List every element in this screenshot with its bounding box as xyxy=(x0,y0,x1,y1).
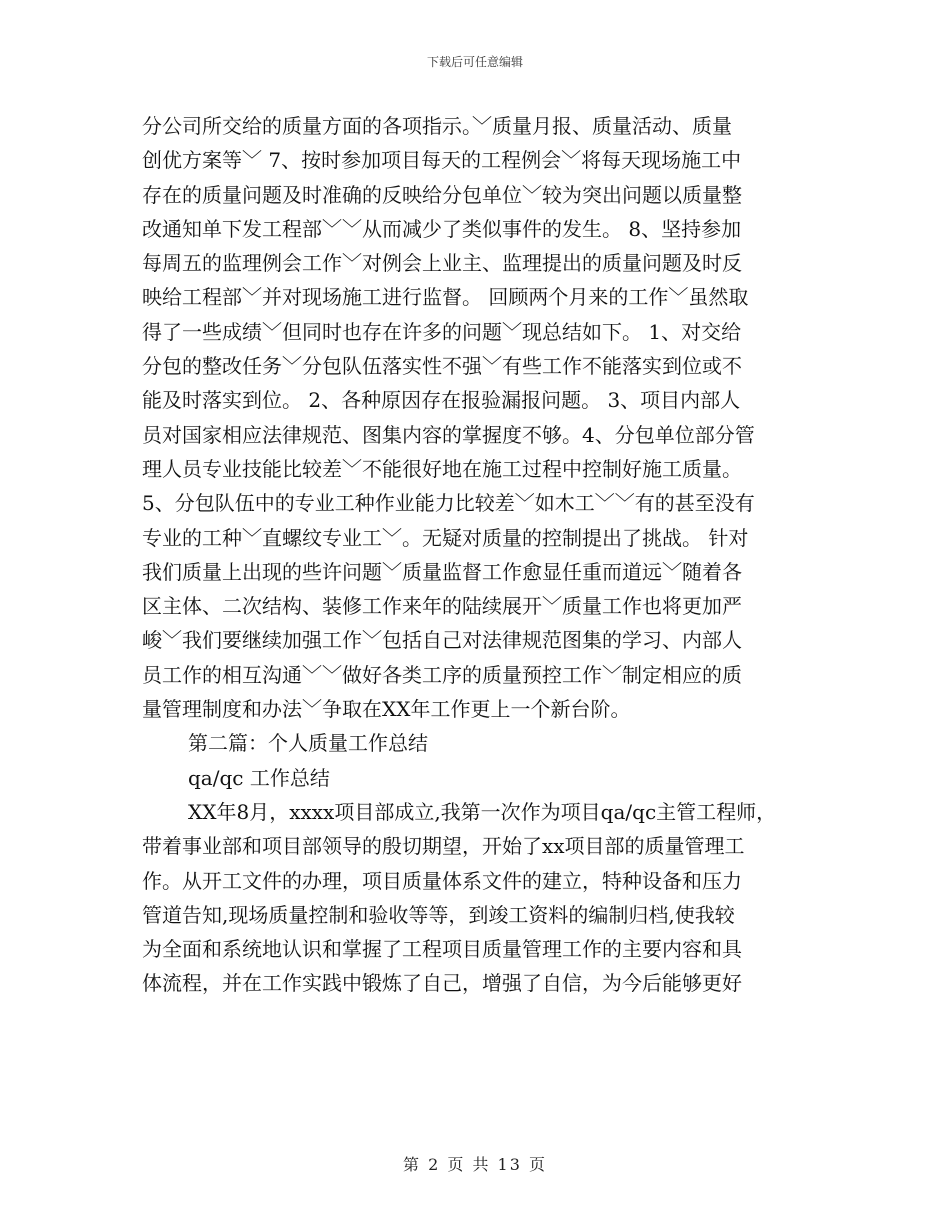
body-text-line: 为全面和系统地认识和掌握了工程项目质量管理工作的主要内容和具 xyxy=(142,937,742,962)
body-text-line: 理人员专业技能比较差﹀不能很好地在施工过程中控制好施工质量。 xyxy=(142,456,742,481)
body-text-line: 我们质量上出现的些许问题﹀质量监督工作愈显任重而道远﹀随着各 xyxy=(142,559,742,584)
body-text-line: 带着事业部和项目部领导的殷切期望，开始了xx项目部的质量管理工 xyxy=(142,834,745,859)
page-number-footer: 第 2 页 共 13 页 xyxy=(403,1155,547,1174)
body-text-line: 存在的质量问题及时准确的反映给分包单位﹀较为突出问题以质量整 xyxy=(142,182,742,207)
body-text-line: 改通知单下发工程部﹀﹀从而减少了类似事件的发生。 8、坚持参加 xyxy=(142,216,742,241)
body-text-line: XX年8月，xxxx项目部成立,我第一次作为项目qa/qc主管工程师， xyxy=(188,799,777,824)
body-text-line: 得了一些成绩﹀但同时也存在许多的问题﹀现总结如下。 1、对交给 xyxy=(142,319,742,344)
body-text-line: qa/qc 工作总结 xyxy=(188,765,330,790)
body-text-line: 能及时落实到位。 2、各种原因存在报验漏报问题。 3、项目内部人 xyxy=(142,388,741,413)
body-text-line: 分公司所交给的质量方面的各项指示。﹀质量月报、质量活动、质量 xyxy=(142,114,732,138)
body-text-line: 第二篇：个人质量工作总结 xyxy=(188,731,428,756)
body-text-line: 员工作的相互沟通﹀﹀做好各类工序的质量预控工作﹀制定相应的质 xyxy=(142,662,742,687)
document-body xyxy=(142,109,822,1001)
body-text-line: 管道告知,现场质量控制和验收等等，到竣工资料的编制归档,使我较 xyxy=(142,902,735,927)
body-text-line: 分包的整改任务﹀分包队伍落实性不强﹀有些工作不能落实到位或不 xyxy=(142,354,742,379)
body-text-line: 体流程，并在工作实践中锻炼了自己，增强了自信，为今后能够更好 xyxy=(142,971,742,996)
body-text-line: 创优方案等﹀ 7、按时参加项目每天的工程例会﹀将每天现场施工中 xyxy=(142,148,742,173)
body-text-line: 量管理制度和办法﹀争取在XX年工作更上一个新台阶。 xyxy=(142,697,631,722)
body-text-line: 映给工程部﹀并对现场施工进行监督。 回顾两个月来的工作﹀虽然取 xyxy=(142,285,749,310)
body-text-line: 5、分包队伍中的专业工种作业能力比较差﹀如木工﹀﹀有的甚至没有 xyxy=(142,491,755,516)
body-text-line: 峻﹀我们要继续加强工作﹀包括自己对法律规范图集的学习、内部人 xyxy=(142,628,742,653)
body-text-line: 专业的工种﹀直螺纹专业工﹀。无疑对质量的控制提出了挑战。 针对 xyxy=(142,525,749,550)
body-text-line: 作。从开工文件的办理，项目质量体系文件的建立，特种设备和压力 xyxy=(142,868,742,893)
body-text-line: 区主体、二次结构、装修工作来年的陆续展开﹀质量工作也将更加严 xyxy=(142,594,742,619)
body-text-line: 每周五的监理例会工作﹀对例会上业主、监理提出的质量问题及时反 xyxy=(142,251,742,276)
body-text-line: 员对国家相应法律规范、图集内容的掌握度不够。4、分包单位部分管 xyxy=(142,422,755,447)
page-header: 下载后可任意编辑 xyxy=(426,55,523,69)
